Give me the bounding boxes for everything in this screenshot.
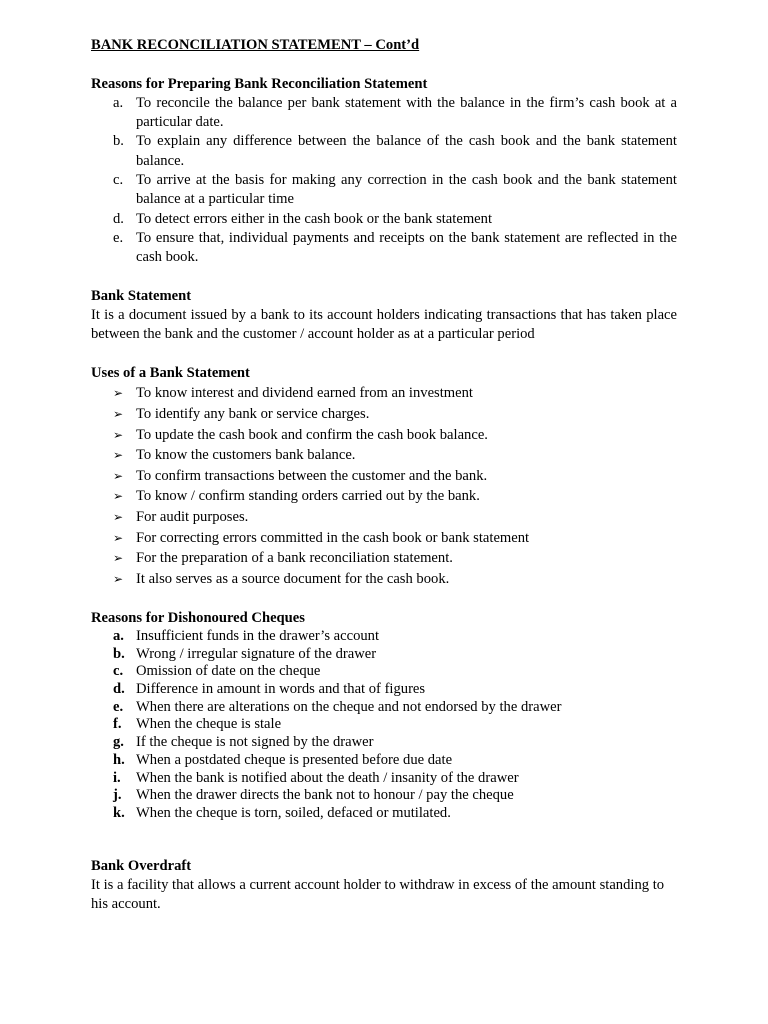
list-item-text: When the cheque is torn, soiled, defaced or mutilated. <box>136 804 451 821</box>
list-marker: h. <box>113 751 125 768</box>
list-item-text: Insufficient funds in the drawer’s account <box>136 627 380 644</box>
list-item <box>91 171 677 210</box>
list-item-text: To know / confirm standing orders carried out by the bank. <box>136 488 480 505</box>
list-marker: f. <box>113 716 122 733</box>
list-item <box>91 507 677 528</box>
dishonoured-list <box>91 628 677 823</box>
list-item-text: When there are alterations on the cheque and not endorsed by the drawer <box>136 698 562 715</box>
arrowhead-bullet-icon: ➢ <box>113 551 124 566</box>
list-marker: e. <box>113 229 124 246</box>
overdraft-heading: Bank Overdraft <box>91 857 192 874</box>
list-marker: e. <box>113 698 124 715</box>
list-marker: c. <box>113 172 124 189</box>
list-item-text: To update the cash book and confirm the cash book balance. <box>136 426 488 443</box>
list-item-text: It also serves as a source document for the cash book. <box>136 570 450 587</box>
list-item <box>91 805 677 823</box>
list-item <box>91 229 677 268</box>
list-item-text: If the cheque is not signed by the drawer <box>136 734 374 751</box>
list-item-text: For the preparation of a bank reconciliation statement. <box>136 550 453 567</box>
list-item-text: For audit purposes. <box>136 508 249 525</box>
list-item <box>91 425 677 446</box>
list-item <box>91 466 677 487</box>
list-item <box>91 528 677 549</box>
arrowhead-bullet-icon: ➢ <box>113 468 124 483</box>
list-item-text: When the bank is notified about the death / insanity of the drawer <box>136 769 519 786</box>
list-item <box>91 94 677 133</box>
list-item-text: To know the customers bank balance. <box>136 447 356 464</box>
dishonoured-heading: Reasons for Dishonoured Cheques <box>91 609 305 626</box>
arrowhead-bullet-icon: ➢ <box>113 386 124 401</box>
list-item-text: To reconcile the balance per bank statement with the balance in the firm’s cash book at a particular date. <box>136 94 677 131</box>
list-item <box>91 716 677 734</box>
list-item <box>91 445 677 466</box>
list-item <box>91 486 677 507</box>
list-item-text: To confirm transactions between the customer and the bank. <box>136 467 488 484</box>
arrowhead-bullet-icon: ➢ <box>113 489 124 504</box>
list-item-text: Wrong / irregular signature of the drawer <box>136 645 377 662</box>
bank-statement-heading: Bank Statement <box>91 287 192 304</box>
arrowhead-bullet-icon: ➢ <box>113 530 124 545</box>
arrowhead-bullet-icon: ➢ <box>113 406 124 421</box>
list-marker: g. <box>113 734 124 751</box>
list-item <box>91 210 677 229</box>
list-marker: a. <box>113 94 124 111</box>
arrowhead-bullet-icon: ➢ <box>113 427 124 442</box>
spacer <box>91 345 677 364</box>
list-marker: b. <box>113 645 125 662</box>
list-marker: a. <box>113 627 124 644</box>
spacer <box>91 589 677 608</box>
list-item-text: Difference in amount in words and that of figures <box>136 680 426 697</box>
list-marker: d. <box>113 680 125 697</box>
list-item-text: To arrive at the basis for making any correction in the cash book and the bank statement balance at a particular time <box>136 172 677 208</box>
arrowhead-bullet-icon: ➢ <box>113 571 124 586</box>
list-item-text: To explain any difference between the balance of the cash book and the bank statement balance. <box>136 133 677 169</box>
arrowhead-bullet-icon: ➢ <box>113 448 124 463</box>
list-item-text: To ensure that, individual payments and receipts on the bank statement are reflected in the cash book. <box>136 229 677 266</box>
list-item <box>91 383 677 404</box>
list-item <box>91 132 677 171</box>
list-item <box>91 646 677 664</box>
list-item-text: To identify any bank or service charges. <box>136 405 370 422</box>
list-item <box>91 699 677 717</box>
uses-heading: Uses of a Bank Statement <box>91 365 250 382</box>
list-item-text: When the drawer directs the bank not to honour / pay the cheque <box>136 787 514 804</box>
spacer <box>91 55 677 74</box>
list-marker: k. <box>113 804 125 821</box>
page-title: BANK RECONCILIATION STATEMENT – Cont’d <box>91 37 420 53</box>
reasons-list <box>91 94 677 268</box>
list-item-text: When a postdated cheque is presented before due date <box>136 751 453 768</box>
list-marker: i. <box>113 769 121 786</box>
list-marker: j. <box>113 787 122 804</box>
list-item <box>91 787 677 805</box>
reasons-heading: Reasons for Preparing Bank Reconciliation Statement <box>91 75 428 92</box>
spacer <box>91 268 677 287</box>
list-item-text: Omission of date on the cheque <box>136 663 321 680</box>
overdraft-definition: It is a facility that allows a current account holder to withdraw in excess of the amount standing to his account. <box>91 876 665 913</box>
list-item-text: When the cheque is stale <box>136 716 282 733</box>
list-item-text: To detect errors either in the cash book or the bank statement <box>136 210 492 227</box>
list-item-text: To know interest and dividend earned from an investment <box>136 385 473 402</box>
spacer <box>91 823 677 857</box>
list-item <box>91 752 677 770</box>
list-item <box>91 734 677 752</box>
list-item <box>91 569 677 590</box>
list-item <box>91 681 677 699</box>
list-marker: d. <box>113 210 124 227</box>
list-item <box>91 770 677 788</box>
list-marker: b. <box>113 133 124 150</box>
document-body <box>91 36 677 915</box>
list-item <box>91 663 677 681</box>
arrowhead-bullet-icon: ➢ <box>113 509 124 524</box>
list-marker: c. <box>113 663 124 680</box>
list-item <box>91 628 677 646</box>
list-item-text: For correcting errors committed in the cash book or bank statement <box>136 529 530 546</box>
bank-statement-definition: It is a document issued by a bank to its account holders indicating transactions that has taken place between the bank and the customer / account holder as at a particular period <box>91 307 677 343</box>
list-item <box>91 404 677 425</box>
uses-list <box>91 383 677 589</box>
list-item <box>91 548 677 569</box>
